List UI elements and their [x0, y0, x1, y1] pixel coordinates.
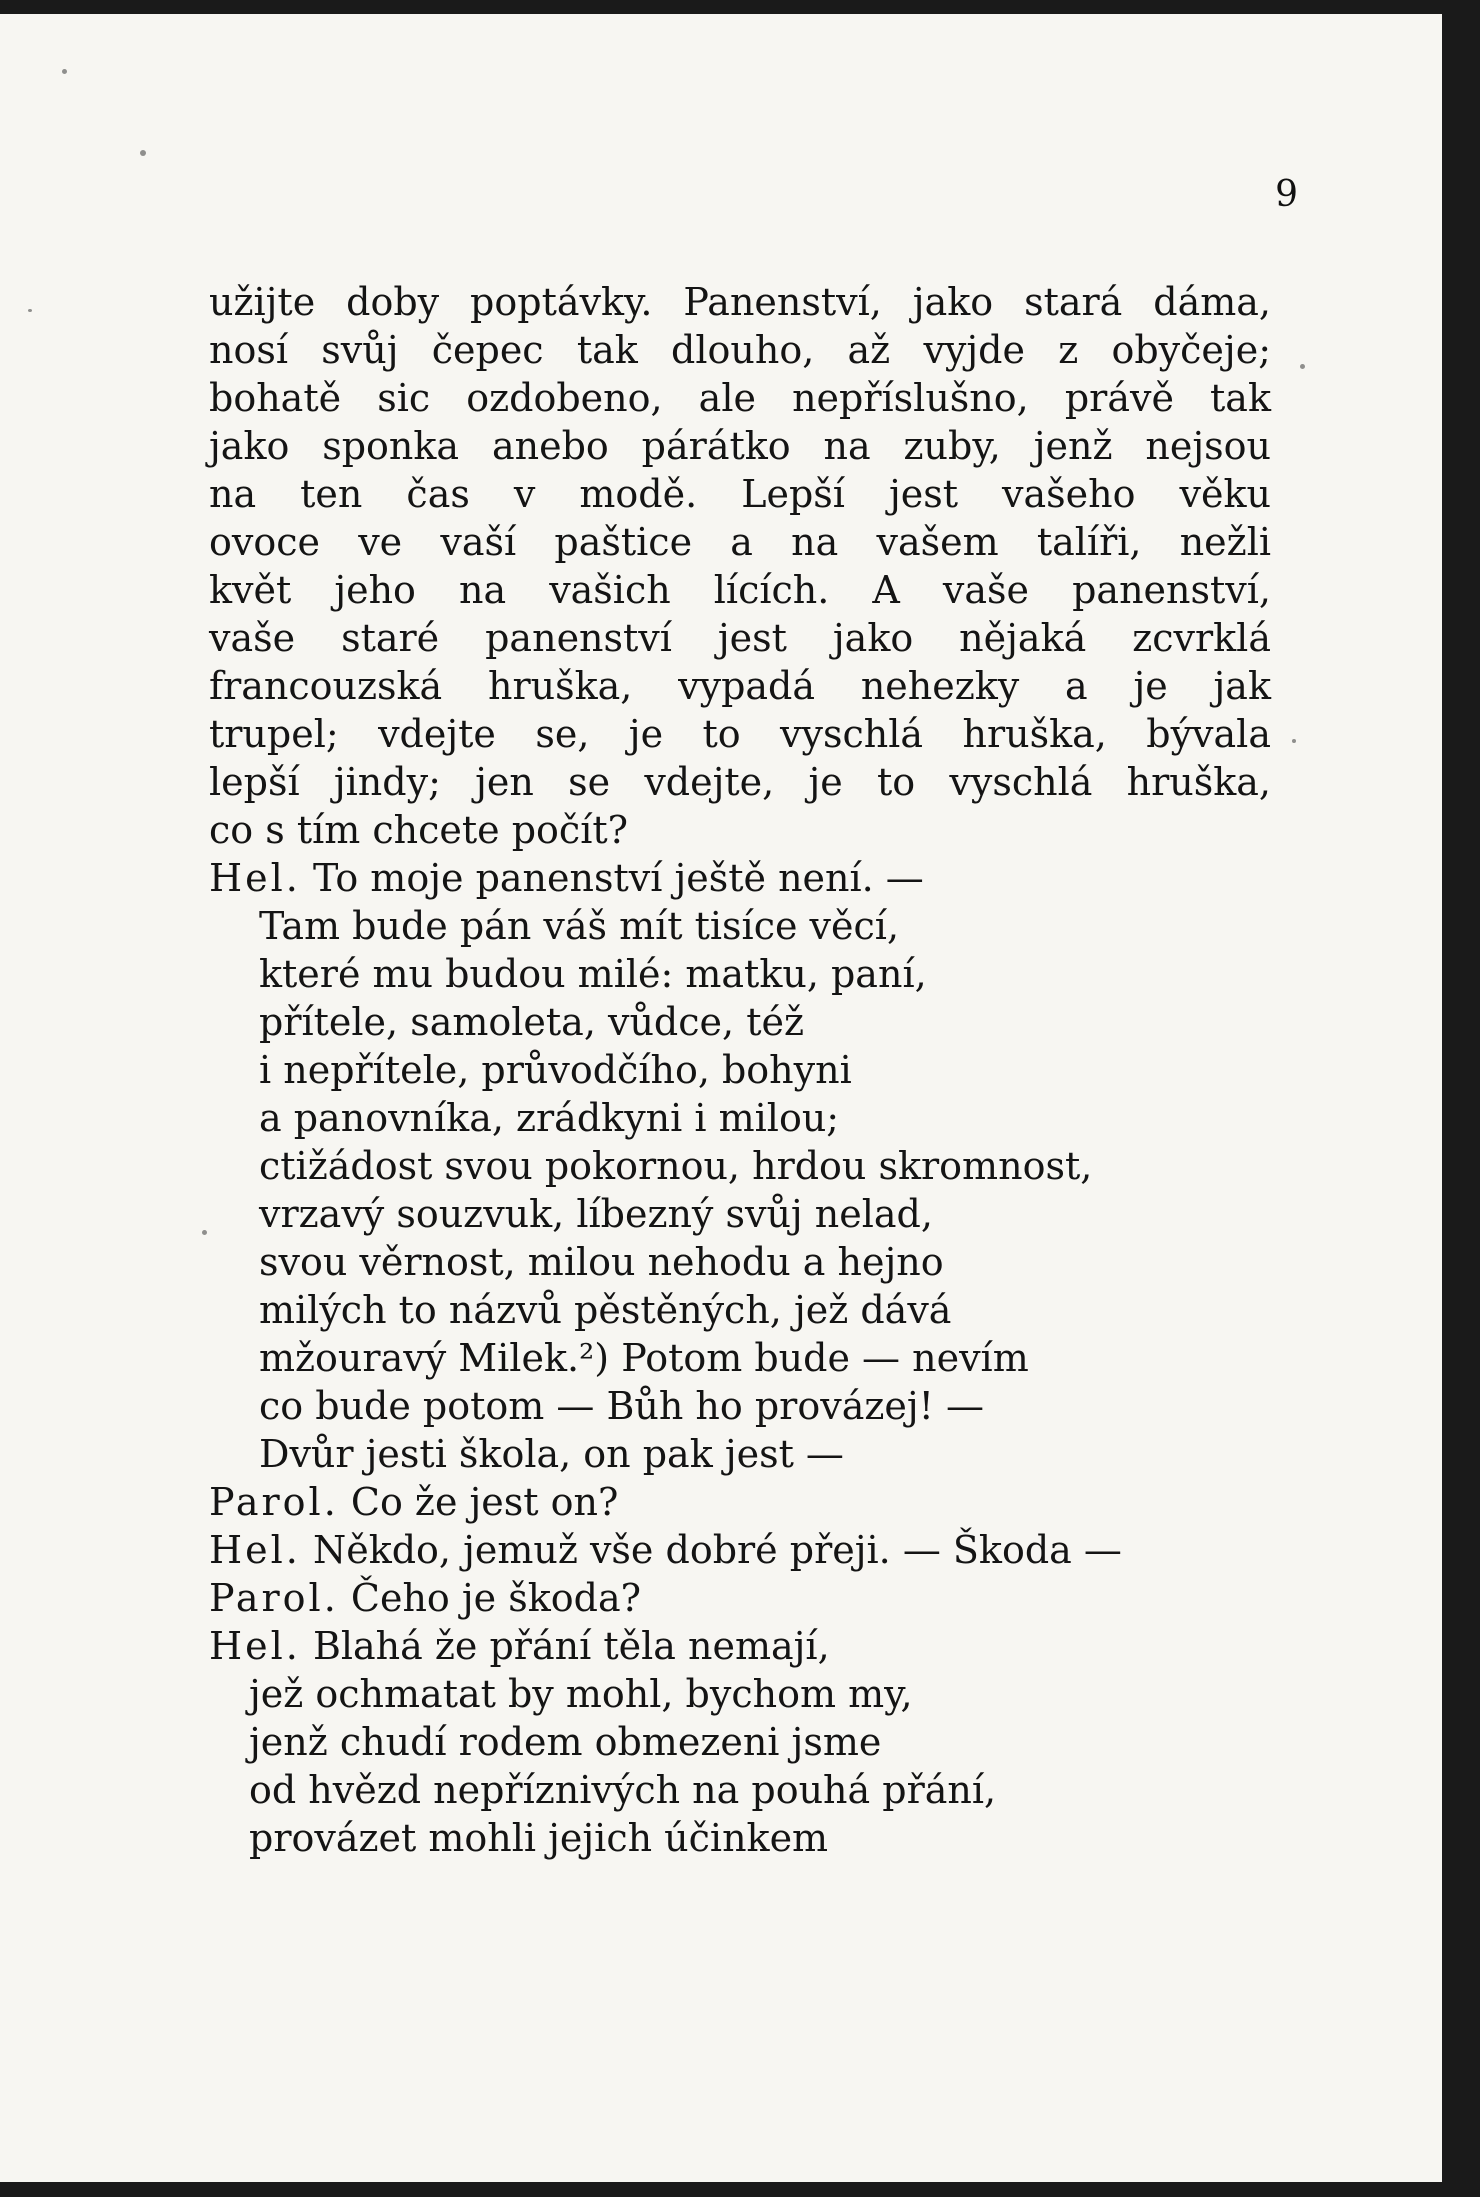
print-speck	[202, 1230, 207, 1235]
prose-line: co s tím chcete počít?	[209, 808, 629, 852]
book-page	[0, 14, 1442, 2182]
verse-line: Dvůr jesti škola, on pak jest —	[259, 1432, 844, 1476]
verse-line: ctižádost svou pokornou, hrdou skromnost,	[259, 1144, 1093, 1188]
speech-text: Někdo, jemuž vše dobré přeji. — Škoda —	[312, 1528, 1122, 1572]
speaker-name: Hel.	[209, 856, 301, 900]
prose-line: trupel; vdejte se, je to vyschlá hruška, bývala	[209, 712, 1271, 756]
dialogue-line	[209, 1574, 641, 1622]
print-speck	[28, 309, 32, 312]
print-speck	[1292, 739, 1296, 743]
dialogue-line	[209, 1622, 830, 1670]
print-speck	[62, 69, 67, 74]
prose-line: bohatě sic ozdobeno, ale nepříslušno, právě tak	[209, 376, 1271, 420]
page-number: 9	[1275, 174, 1298, 215]
verse-line: milých to názvů pěstěných, jež dává	[259, 1288, 952, 1332]
verse-line: jenž chudí rodem obmezeni jsme	[249, 1720, 882, 1764]
print-speck	[1300, 364, 1305, 369]
verse-line: jež ochmatat by mohl, bychom my,	[249, 1672, 913, 1716]
speaker-name: Parol.	[209, 1480, 339, 1524]
verse-line: a panovníka, zrádkyni i milou;	[259, 1096, 840, 1140]
prose-line: ovoce ve vaší paštice a na vašem talíři, nežli	[209, 520, 1271, 564]
dialogue-line	[209, 854, 924, 902]
verse-line: přítele, samoleta, vůdce, též	[259, 1000, 804, 1044]
prose-line: na ten čas v modě. Lepší jest vašeho věku	[209, 472, 1271, 516]
speaker-name: Hel.	[209, 1528, 301, 1572]
verse-line: vrzavý souzvuk, líbezný svůj nelad,	[259, 1192, 933, 1236]
speech-text: Co že jest on?	[350, 1480, 619, 1524]
verse-line: které mu budou milé: matku, paní,	[259, 952, 927, 996]
dialogue-line	[209, 1478, 618, 1526]
verse-line: co bude potom — Bůh ho provázej! —	[259, 1384, 984, 1428]
speech-text: To moje panenství ještě není. —	[312, 856, 924, 900]
verse-line: Tam bude pán váš mít tisíce věcí,	[259, 904, 900, 948]
prose-line: jako sponka anebo párátko na zuby, jenž nejsou	[209, 424, 1271, 468]
prose-line: lepší jindy; jen se vdejte, je to vyschlá hruška,	[209, 760, 1271, 804]
print-speck	[140, 150, 146, 156]
verse-line: i nepřítele, průvodčího, bohyni	[259, 1048, 852, 1092]
verse-line: provázet mohli jejich účinkem	[249, 1816, 829, 1860]
prose-line: francouzská hruška, vypadá nehezky a je jak	[209, 664, 1271, 708]
prose-line: nosí svůj čepec tak dlouho, až vyjde z obyčeje;	[209, 328, 1271, 372]
dialogue-line	[209, 1526, 1122, 1574]
verse-line: svou věrnost, milou nehodu a hejno	[259, 1240, 944, 1284]
prose-line: užijte doby poptávky. Panenství, jako stará dáma,	[209, 280, 1271, 324]
verse-line: mžouravý Milek.²) Potom bude — nevím	[259, 1336, 1029, 1380]
speaker-name: Hel.	[209, 1624, 301, 1668]
prose-line: vaše staré panenství jest jako nějaká zcvrklá	[209, 616, 1271, 660]
speech-text: Blahá že přání těla nemají,	[312, 1624, 830, 1668]
speech-text: Čeho je škoda?	[350, 1576, 641, 1620]
prose-line: květ jeho na vašich lících. A vaše panenství,	[209, 568, 1271, 612]
speaker-name: Parol.	[209, 1576, 339, 1620]
verse-line: od hvězd nepříznivých na pouhá přání,	[249, 1768, 997, 1812]
